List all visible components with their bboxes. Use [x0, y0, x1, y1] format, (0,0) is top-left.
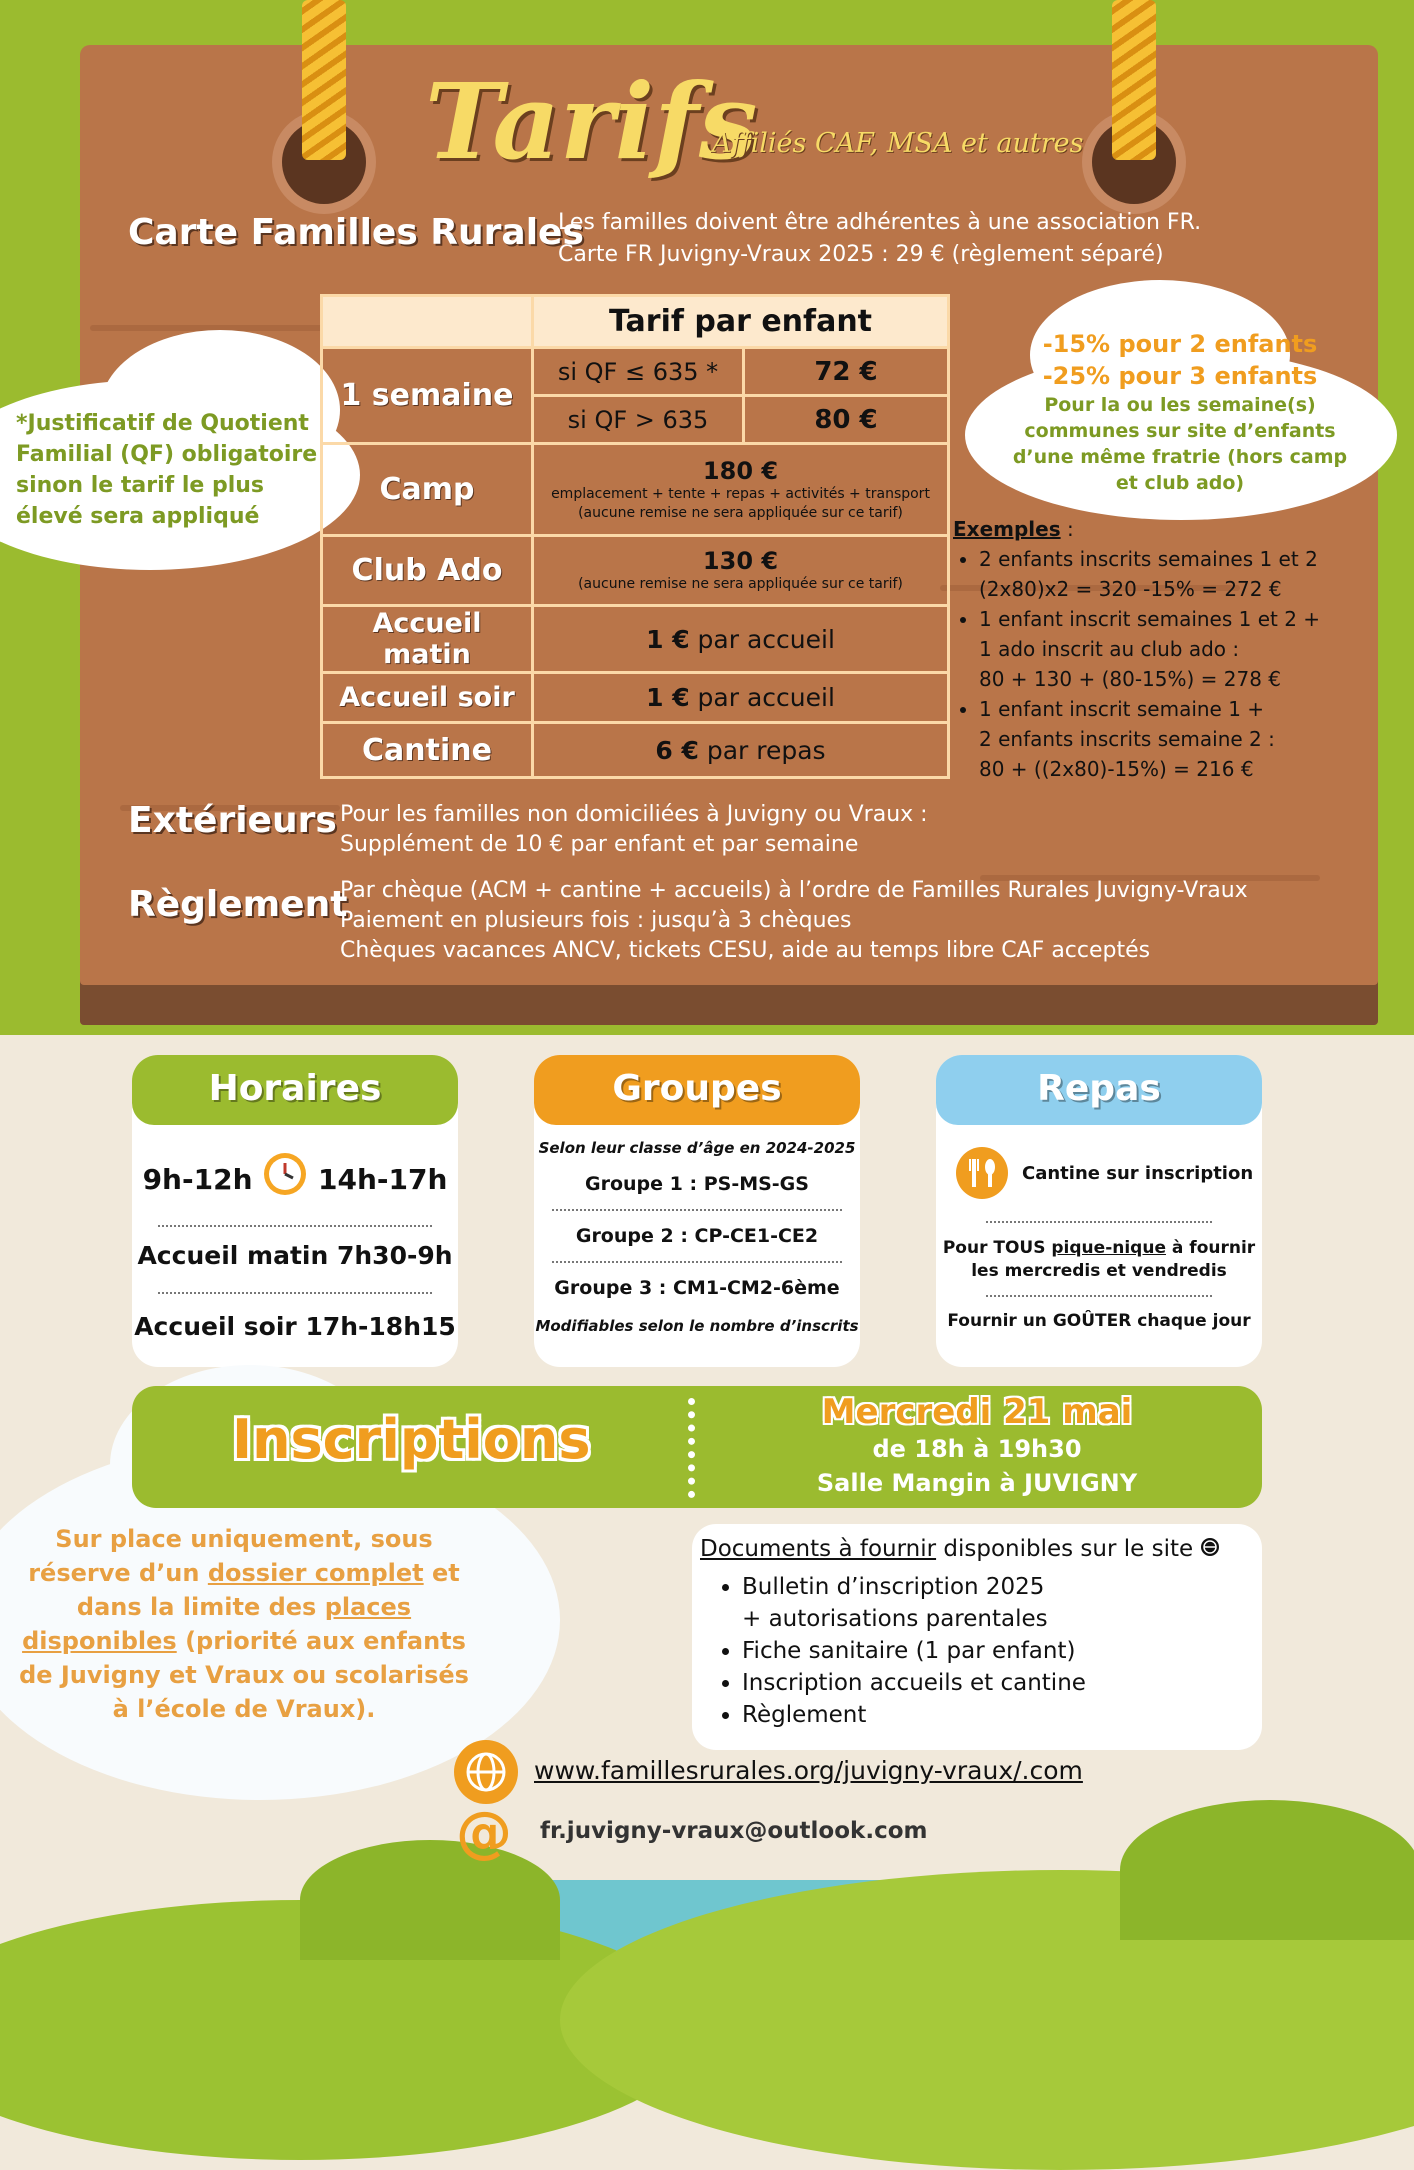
camp-price: 180 €	[702, 456, 779, 485]
globe-icon	[1200, 1537, 1220, 1563]
repas-card	[936, 1055, 1262, 1367]
matin-price: 1 €	[646, 624, 690, 654]
exemple-line: (2x80)x2 = 320 -15% = 272 €	[979, 577, 1282, 601]
documents-list	[692, 1571, 1262, 1731]
document-item	[742, 1635, 1262, 1667]
document-line: • Bulletin d’inscription 2025	[742, 1573, 1045, 1600]
reglement-line-1: Par chèque (ACM + cantine + accueils) à l’ordre de Familles Rurales Juvigny-Vraux	[340, 878, 1248, 903]
horaires-matin: Accueil matin 7h30-9h	[137, 1241, 453, 1270]
document-line: • Fiche sanitaire (1 par enfant)	[742, 1637, 1076, 1664]
divider	[552, 1261, 842, 1263]
inscriptions-title: Inscriptions	[232, 1408, 591, 1471]
exemple-item	[979, 604, 1373, 694]
divider	[986, 1221, 1212, 1223]
table-corner	[322, 296, 533, 348]
carte-line-2: Carte FR Juvigny-Vraux 2025 : 29 € (règlement séparé)	[558, 242, 1164, 267]
row-cantine-label: Cantine	[322, 723, 533, 778]
picnic-post: à fournir	[1171, 1238, 1256, 1258]
discount-detail: Pour la ou les semaine(s) communes sur site d’enfants d’une même fratrie (hors camp et club ado)	[1012, 394, 1348, 494]
groupes-intro: Selon leur classe d’âge en 2024-2025	[538, 1139, 856, 1157]
exemple-line: 1 ado inscrit au club ado :	[979, 637, 1240, 661]
exemple-line: • 1 enfant inscrit semaine 1 +	[979, 697, 1265, 721]
document-item	[742, 1699, 1262, 1731]
conditions-text	[14, 1522, 474, 1726]
reglement-label: Règlement	[128, 884, 348, 925]
conditions-link: places disponibles	[22, 1593, 412, 1655]
document-line: • Inscription accueils et cantine	[742, 1669, 1086, 1696]
exemple-line: • 2 enfants inscrits semaines 1 et 2	[979, 547, 1318, 571]
exemples-list	[953, 544, 1373, 784]
exterieurs-line-1: Pour les familles non domiciliées à Juvigny ou Vraux :	[340, 802, 928, 827]
row-soir-value	[533, 673, 949, 723]
reglement-line-2: Paiement en plusieurs fois : jusqu’à 3 chèques	[340, 908, 852, 933]
groupes-note: Modifiables selon le nombre d’inscrits	[535, 1317, 859, 1335]
documents-rest: disponibles sur le site	[943, 1536, 1194, 1562]
discount-line-2: -25% pour 3 enfants	[1042, 362, 1318, 390]
horaires-soir: Accueil soir 17h-18h15	[134, 1312, 456, 1341]
row-matin-value	[533, 606, 949, 673]
banner-divider	[688, 1398, 695, 1498]
exemple-item	[979, 544, 1373, 604]
globe-icon	[454, 1740, 518, 1804]
qf-high-price: 80 €	[744, 396, 949, 444]
horaires-title: Horaires	[132, 1055, 458, 1125]
groupe-1: Groupe 1 : PS-MS-GS	[585, 1173, 809, 1195]
qf-high-condition: si QF > 635	[533, 396, 744, 444]
document-item	[742, 1571, 1262, 1635]
club-note: (aucune remise ne sera appliquée sur ce tarif)	[578, 576, 903, 592]
row-club-label: Club Ado	[322, 536, 533, 606]
row-semaine-label: 1 semaine	[322, 348, 533, 444]
horaires-afternoon: 14h-17h	[318, 1163, 448, 1196]
tarif-table	[320, 294, 950, 779]
conditions-part: (priorité aux enfants de Juvigny et Vraux ou scolarisés à l’école de Vraux).	[19, 1627, 469, 1723]
cantine-text: Cantine sur inscription	[1022, 1162, 1254, 1184]
cutlery-icon	[956, 1147, 1008, 1199]
table-header: Tarif par enfant	[533, 296, 949, 348]
inscriptions-date: Mercredi 21 mai	[821, 1392, 1133, 1432]
camp-note: (aucune remise ne sera appliquée sur ce tarif)	[578, 504, 903, 521]
row-matin-label: Accueil matin	[322, 606, 533, 673]
qf-low-condition: si QF ≤ 635 *	[533, 348, 744, 396]
conditions-link: dossier complet	[207, 1559, 424, 1587]
exemples-title: Exemples	[953, 517, 1061, 541]
bush-right	[1120, 1800, 1414, 1940]
row-soir-label: Accueil soir	[322, 673, 533, 723]
groupes-title: Groupes	[534, 1055, 860, 1125]
rope-left	[302, 0, 346, 160]
cantine-unit: par repas	[706, 735, 826, 765]
matin-unit: par accueil	[697, 624, 835, 654]
inscriptions-banner	[132, 1386, 1262, 1508]
picnic-pre: Pour TOUS	[942, 1238, 1046, 1258]
rope-right	[1112, 0, 1156, 160]
carte-line-1: Les familles doivent être adhérentes à une association FR.	[558, 210, 1202, 235]
inscriptions-info	[712, 1392, 1242, 1500]
soir-unit: par accueil	[697, 683, 835, 712]
exemples-box: Exemples : • 2 enfants inscrits semaines 1 et 2 (2x80)x2 = 320 -15% = 272 € • 1 enfant inscrit semaines 1 et 2 + 1 ado inscrit au club ado : 80 + 130 + (80-15%) = 278 € • 1 enfant inscrit semaine 1 + 2 enfants inscrits semaine 2 : 80 + ((2x80)-15%) = 216 €	[953, 514, 1373, 784]
page-subtitle: Affiliés CAF, MSA et autres	[712, 128, 1084, 159]
conditions-part: et dans la limite des	[76, 1559, 460, 1621]
club-price: 130 €	[702, 547, 779, 575]
qf-note: *Justificatif de Quotient Familial (QF) obligatoire sinon le tarif le plus élevé sera appliqué	[16, 411, 318, 529]
divider	[158, 1292, 432, 1294]
groupe-2: Groupe 2 : CP-CE1-CE2	[575, 1225, 819, 1247]
exterieurs-line-2: Supplément de 10 € par enfant et par semaine	[340, 832, 859, 857]
horaires-morning: 9h-12h	[142, 1163, 253, 1196]
exemple-line: 80 + 130 + (80-15%) = 278 €	[979, 667, 1282, 691]
groupes-card	[534, 1055, 860, 1367]
divider	[158, 1225, 432, 1227]
document-item	[742, 1667, 1262, 1699]
exemple-line: 80 + ((2x80)-15%) = 216 €	[979, 757, 1254, 781]
bush-left	[300, 1840, 560, 1960]
qf-low-price: 72 €	[744, 348, 949, 396]
documents-card	[692, 1524, 1262, 1750]
row-club-value	[533, 536, 949, 606]
conditions-part: Sur place uniquement, sous réserve d’un	[28, 1525, 433, 1587]
document-line: + autorisations parentales	[742, 1605, 1048, 1632]
gouter-text: Fournir un GOÛTER chaque jour	[947, 1311, 1251, 1331]
row-cantine-value	[533, 723, 949, 778]
repas-title: Repas	[936, 1055, 1262, 1125]
exemple-line: 2 enfants inscrits semaine 2 :	[979, 727, 1275, 751]
row-camp-label: Camp	[322, 444, 533, 536]
documents-heading	[692, 1524, 1262, 1563]
email-link[interactable]: fr.juvigny-vraux@outlook.com	[540, 1818, 928, 1844]
clock-icon	[262, 1151, 308, 1211]
soir-price: 1 €	[646, 683, 690, 712]
discount-box	[985, 328, 1375, 496]
exemple-item	[979, 694, 1373, 784]
cantine-row	[956, 1147, 1262, 1199]
divider	[552, 1209, 842, 1211]
cantine-price: 6 €	[655, 735, 699, 765]
picnic-link: pique-nique	[1051, 1238, 1166, 1258]
horaires-card	[132, 1055, 458, 1367]
camp-detail: emplacement + tente + repas + activités + transport	[551, 485, 930, 502]
inscriptions-time: de 18h à 19h30	[872, 1435, 1082, 1463]
picnic-text	[936, 1237, 1262, 1283]
reglement-line-3: Chèques vacances ANCV, tickets CESU, aide au temps libre CAF acceptés	[340, 938, 1151, 963]
groupe-3: Groupe 3 : CM1-CM2-6ème	[554, 1277, 840, 1299]
at-icon: @	[456, 1800, 512, 1865]
discount-line-1: -15% pour 2 enfants	[1042, 330, 1318, 358]
carte-label: Carte Familles Rurales	[128, 212, 584, 253]
row-camp-value	[533, 444, 949, 536]
documents-link[interactable]: Documents à fournir	[700, 1536, 937, 1562]
inscriptions-place: Salle Mangin à JUVIGNY	[816, 1469, 1138, 1497]
website-link[interactable]: www.famillesrurales.org/juvigny-vraux/.com	[534, 1756, 1083, 1785]
divider	[986, 1295, 1212, 1297]
horaires-hours	[132, 1151, 458, 1211]
page-title: Tarifs	[425, 60, 758, 183]
exemple-line: • 1 enfant inscrit semaines 1 et 2 +	[979, 607, 1321, 631]
document-line: • Règlement	[742, 1701, 867, 1728]
picnic-line-2: les mercredis et vendredis	[971, 1261, 1227, 1281]
exterieurs-label: Extérieurs	[128, 800, 337, 841]
